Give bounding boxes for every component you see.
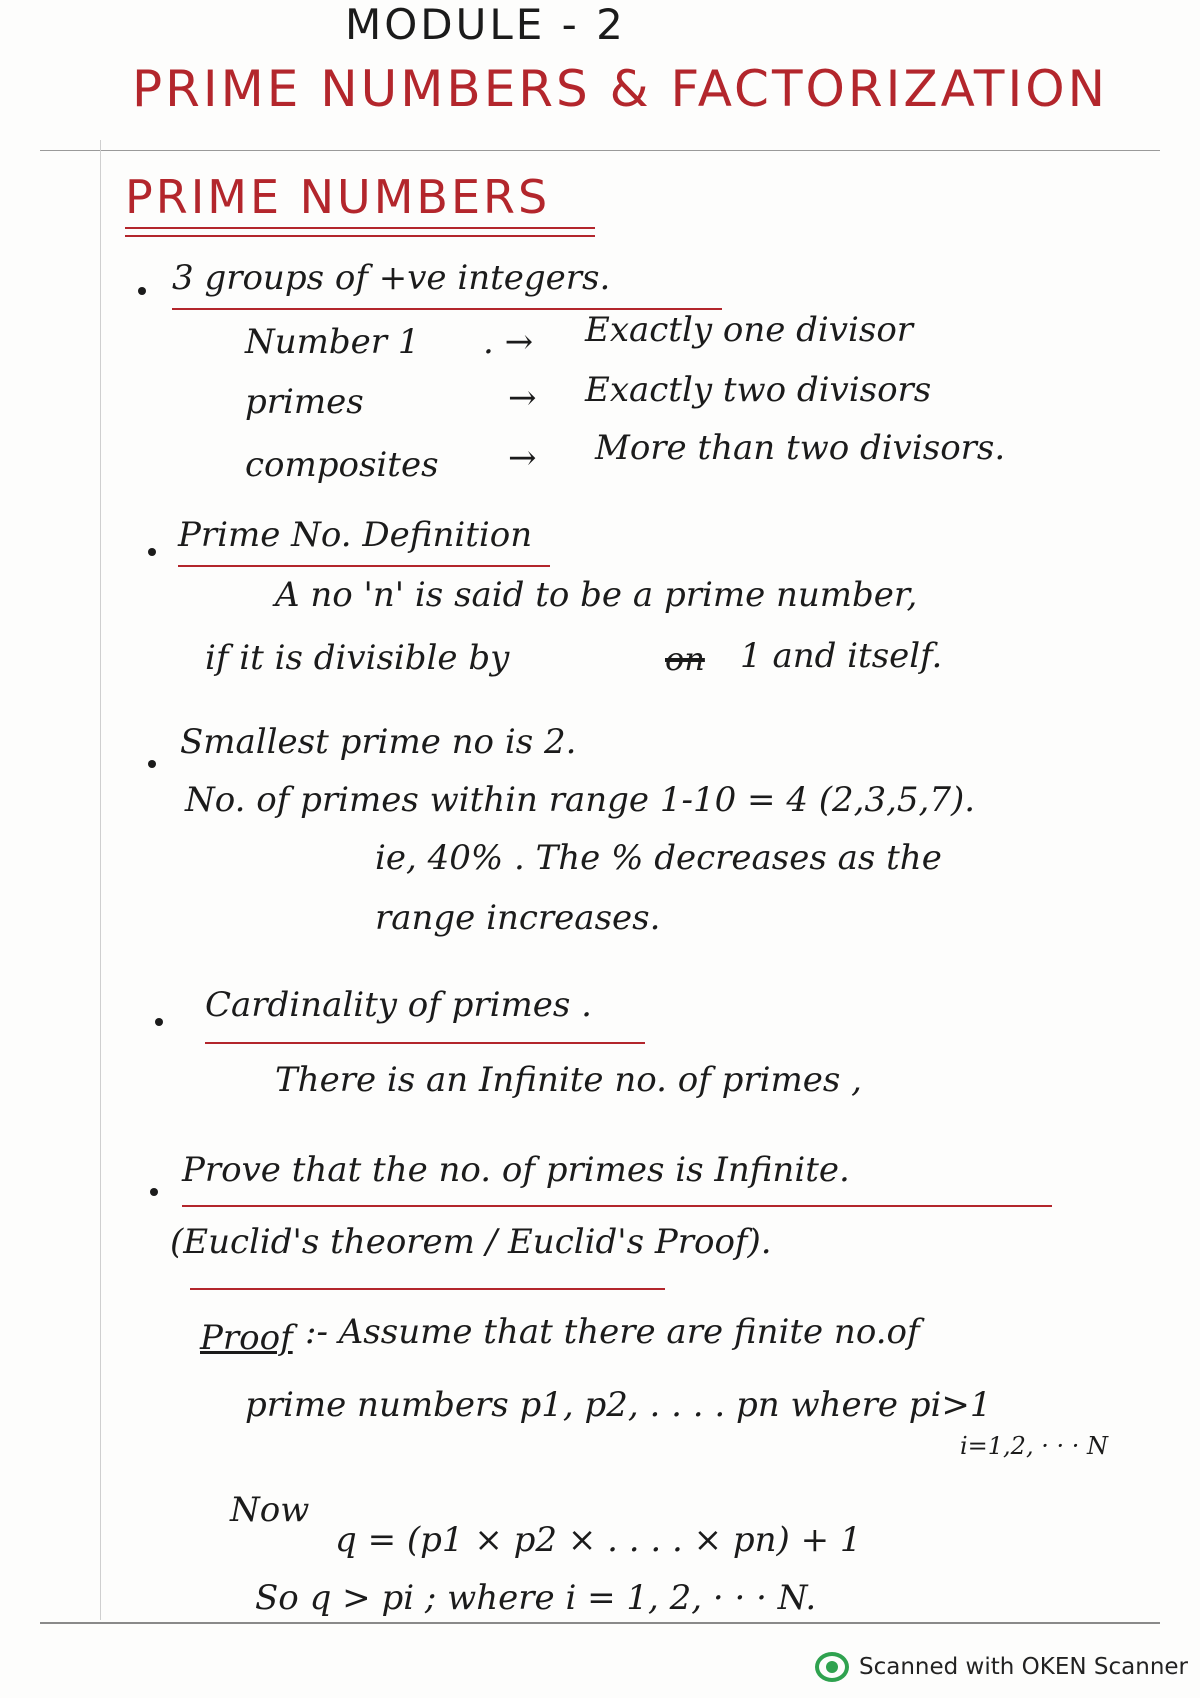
margin-line: [100, 140, 101, 1620]
proof-line-2-subscript: i=1,2, · · · N: [960, 1432, 1108, 1460]
group-row-1-left: Number 1: [245, 322, 420, 362]
bullet: [148, 760, 156, 768]
section-underline-2: [125, 235, 595, 237]
definition-line-1: A no 'n' is said to be a prime number,: [275, 575, 918, 615]
section-title: PRIME NUMBERS: [125, 170, 551, 224]
prove-subheading: (Euclid's theorem / Euclid's Proof).: [170, 1222, 772, 1262]
scanner-watermark: [815, 1652, 1188, 1682]
module-heading: MODULE - 2: [345, 0, 626, 49]
oken-scanner-icon: [815, 1652, 849, 1682]
smallest-prime-line: Smallest prime no is 2.: [180, 722, 577, 762]
primes-range-line: No. of primes within range 1-10 = 4 (2,3,5,7).: [185, 780, 976, 820]
definition-line-2b: 1 and itself.: [740, 636, 943, 676]
top-rule: [40, 150, 1160, 151]
groups-heading: 3 groups of +ve integers.: [172, 258, 611, 298]
group-row-3-arrow: →: [508, 438, 537, 478]
proof-line-2: prime numbers p1, p2, . . . . pn where pi>1: [245, 1385, 992, 1425]
group-row-1-arrow: . →: [483, 322, 534, 362]
bullet: [148, 548, 156, 556]
prove-heading: Prove that the no. of primes is Infinite.: [182, 1150, 850, 1190]
definition-struck-word: on: [665, 640, 705, 678]
group-row-3-left: composites: [245, 445, 439, 485]
bottom-rule: [40, 1622, 1160, 1624]
cardinality-body: There is an Infinite no. of primes ,: [275, 1060, 862, 1100]
group-row-2-arrow: →: [508, 378, 537, 418]
so-line: So q > pi ; where i = 1, 2, · · · N.: [255, 1578, 817, 1618]
group-row-1-right: Exactly one divisor: [585, 310, 914, 350]
cardinality-underline: [205, 1042, 645, 1044]
bullet: [155, 1018, 163, 1026]
scanner-label: Scanned with OKEN Scanner: [859, 1654, 1188, 1680]
page-title: PRIME NUMBERS & FACTORIZATION: [132, 60, 1108, 118]
group-row-2-left: primes: [245, 382, 364, 422]
now-label: Now: [230, 1490, 310, 1530]
definition-underline: [178, 565, 550, 567]
proof-label: Proof: [200, 1318, 293, 1358]
bullet: [138, 287, 146, 295]
cardinality-heading: Cardinality of primes .: [205, 985, 592, 1025]
equation-q: q = (p1 × p2 × . . . . × pn) + 1: [335, 1520, 862, 1560]
section-underline-1: [125, 227, 595, 229]
prove-underline: [182, 1205, 1052, 1207]
group-row-2-right: Exactly two divisors: [585, 370, 932, 410]
prove-subheading-underline: [190, 1288, 665, 1290]
definition-heading: Prime No. Definition: [178, 515, 533, 555]
range-increases-line: range increases.: [375, 898, 661, 938]
proof-line-1: :- Assume that there are finite no.of: [305, 1312, 920, 1352]
definition-line-2a: if it is divisible by: [205, 638, 510, 678]
percentage-line: ie, 40% . The % decreases as the: [375, 838, 942, 878]
group-row-3-right: More than two divisors.: [595, 428, 1006, 468]
bullet: [150, 1188, 158, 1196]
